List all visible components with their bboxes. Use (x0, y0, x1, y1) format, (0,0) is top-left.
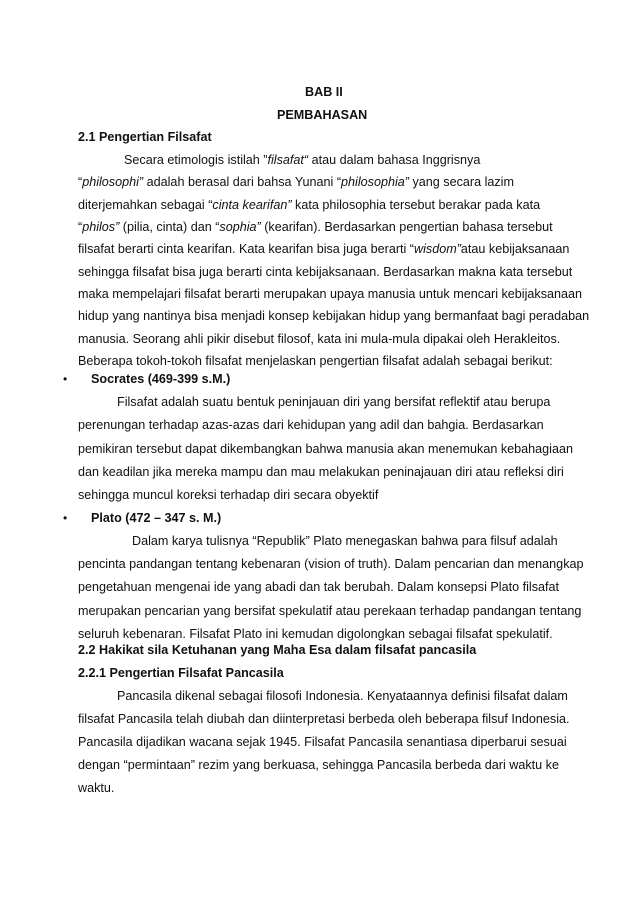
paragraph-line (78, 219, 553, 235)
paragraph-line (78, 174, 514, 190)
paragraph-line: seluruh kebenaran. Filsafat Plato ini kemudan digolongkan sebagai filsafat spekulatif. (78, 627, 553, 641)
text-segment: “ (78, 175, 83, 189)
paragraph-line: Dalam karya tulisnya “Republik” Plato menegaskan bahwa para filsuf adalah (132, 534, 558, 548)
text-segment: hidup yang nantinya bisa menjadi konsep kebijakan hidup yang bermanfaat bagi peradaban (78, 309, 590, 323)
text-segment: (pilia, cinta) dan “ (119, 220, 220, 234)
italic-term: cinta kearifan” (212, 198, 292, 212)
paragraph-line: pencinta pandangan tentang kebenaran (vision of truth). Dalam pencarian dan menangkap (78, 557, 584, 571)
paragraph-line (124, 152, 480, 168)
section-heading-2-1: 2.1 Pengertian Filsafat (78, 130, 212, 144)
section-heading-2-2-1: 2.2.1 Pengertian Filsafat Pancasila (78, 666, 284, 680)
text-segment: “ (78, 220, 83, 234)
paragraph-line: dan keadilan jika mereka mampu dan mau melakukan peninajauan diri atau refleksi diri (78, 465, 564, 479)
paragraph-line (78, 241, 569, 257)
paragraph-line: Pancasila dikenal sebagai filosofi Indonesia. Kenyataannya definisi filsafat dalam (117, 689, 568, 703)
paragraph-line: sehingga muncul koreksi terhadap diri secara obyektif (78, 488, 379, 502)
chapter-label: BAB II (305, 85, 343, 99)
text-segment: yang secara lazim (408, 175, 514, 189)
text-segment: adalah berasal dari bahsa Yunani “ (143, 175, 342, 189)
paragraph-line: pemikiran tersebut dapat dikembangkan bahwa manusia akan menemukan kebahagiaan (78, 442, 573, 456)
paragraph-line: perenungan terhadap azas-azas dari kehidupan yang adil dan bahgia. Berdasarkan (78, 418, 544, 432)
italic-term: filsafat“ (267, 153, 309, 167)
bullet-socrates: • (63, 372, 68, 386)
text-segment: sehingga filsafat bisa juga berarti cinta kebijaksanaan. Berdasarkan makna kata tersebut (78, 265, 573, 279)
paragraph-line (78, 197, 540, 213)
paragraph-line (78, 286, 582, 302)
chapter-title: PEMBAHASAN (277, 108, 368, 122)
text-segment: manusia. Seorang ahli pikir disebut filosof, kata ini mula-mula dipakai oleh Herakleitos. (78, 332, 561, 346)
bullet-plato: • (63, 511, 68, 525)
italic-term: philosophia” (341, 175, 409, 189)
socrates-heading: Socrates (469-399 s.M.) (91, 372, 231, 386)
paragraph-line (78, 331, 560, 347)
text-segment: Secara etimologis istilah ” (124, 153, 268, 167)
paragraph-line (78, 264, 572, 280)
section-heading-2-2: 2.2 Hakikat sila Ketuhanan yang Maha Esa dalam filsafat pancasila (78, 643, 477, 657)
paragraph-line: filsafat Pancasila telah diubah dan diinterpretasi berbeda oleh beberapa filsuf Indonesia. (78, 712, 570, 726)
text-segment: atau kebijaksanaan (460, 242, 570, 256)
paragraph-line: Pancasila dijadikan wacana sejak 1945. Filsafat Pancasila senantiasa diperbarui sesuai (78, 735, 567, 749)
text-segment: kata philosophia tersebut berakar pada kata (291, 198, 541, 212)
italic-term: philos” (82, 220, 120, 234)
italic-term: wisdom” (414, 242, 461, 256)
text-segment: Beberapa tokoh-tokoh filsafat menjelaskan pengertian filsafat adalah sebagai berikut: (78, 354, 553, 368)
paragraph-line: Filsafat adalah suatu bentuk peninjauan diri yang bersifat reflektif atau berupa (117, 395, 551, 409)
paragraph-line: merupakan pencarian yang bersifat spekulatif atau perekaan terhadap pandangan tentang (78, 604, 582, 618)
paragraph-line: dengan “permintaan” rezim yang berkuasa, sehingga Pancasila berbeda dari waktu ke (78, 758, 559, 772)
paragraph-line: pengetahuan mengenai ide yang abadi dan tak berubah. Dalam konsepsi Plato filsafat (78, 580, 559, 594)
paragraph-line (78, 353, 553, 369)
text-segment: atau dalam bahasa Inggrisnya (308, 153, 481, 167)
text-segment: maka mempelajari filsafat berarti merupakan upaya manusia untuk mencari kebijaksanaan (78, 287, 583, 301)
text-segment: (kearifan). Berdasarkan pengertian bahasa tersebut (260, 220, 553, 234)
italic-term: sophia” (219, 220, 261, 234)
paragraph-line (78, 308, 589, 324)
text-segment: diterjemahkan sebagai “ (78, 198, 213, 212)
italic-term: philosophi” (82, 175, 144, 189)
plato-heading: Plato (472 – 347 s. M.) (91, 511, 222, 525)
paragraph-line: waktu. (78, 781, 115, 795)
text-segment: filsafat berarti cinta kearifan. Kata kearifan bisa juga berarti “ (78, 242, 415, 256)
